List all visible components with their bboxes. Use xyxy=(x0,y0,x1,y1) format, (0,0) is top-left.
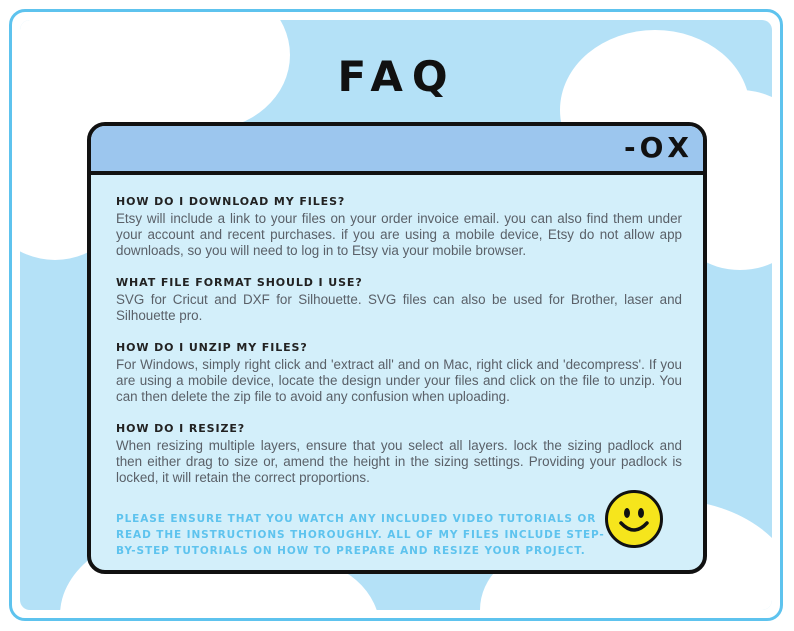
faq-answer: Etsy will include a link to your files on your order invoice email. you can also find them under your account and recent purchases. if you are using a mobile device, Etsy do not allow app downloads, so you will need to log in to Etsy via your mobile browser. xyxy=(116,211,682,258)
faq-answer: When resizing multiple layers, ensure that you select all layers. lock the sizing padlock and then either drag to size or, amend the height in the sizing settings. Providing your padlock is locked, it will retain the correct proportions. xyxy=(116,438,682,485)
faq-answer: For Windows, simply right click and 'extract all' and on Mac, right click and 'decompress'. If you are using a mobile device, locate the design under your files and click on the file to unzip. You can then delete the zip file to avoid any confusion when uploading. xyxy=(116,357,682,404)
page-title: FAQ xyxy=(337,52,457,101)
close-button[interactable]: X xyxy=(667,131,689,164)
faq-item xyxy=(116,421,682,486)
tutorial-note: PLEASE ENSURE THAT YOU WATCH ANY INCLUDED VIDEO TUTORIALS OR READ THE INSTRUCTIONS THOROUGHLY. ALL OF MY FILES INCLUDE STEP-BY-STEP TUTORIALS ON HOW TO PREPARE AND RESIZE YOUR PROJECT. xyxy=(116,513,605,557)
faq-question: WHAT FILE FORMAT SHOULD I USE? xyxy=(116,276,363,289)
maximize-button[interactable]: O xyxy=(639,131,664,164)
faq-question: HOW DO I UNZIP MY FILES? xyxy=(116,341,308,354)
minimize-button[interactable]: - xyxy=(623,131,636,164)
smiley-face-graphic xyxy=(608,493,660,545)
smiley-face-icon xyxy=(605,490,663,548)
window-titlebar xyxy=(91,126,703,175)
faq-item xyxy=(116,194,682,259)
faq-answer: SVG for Cricut and DXF for Silhouette. SVG files can also be used for Brother, laser and Silhouette pro. xyxy=(116,292,682,323)
faq-window xyxy=(87,122,707,574)
faq-item xyxy=(116,340,682,405)
faq-list xyxy=(116,194,682,502)
window-controls xyxy=(624,129,689,167)
faq-question: HOW DO I RESIZE? xyxy=(116,422,246,435)
faq-item xyxy=(116,275,682,324)
faq-question: HOW DO I DOWNLOAD MY FILES? xyxy=(116,195,346,208)
